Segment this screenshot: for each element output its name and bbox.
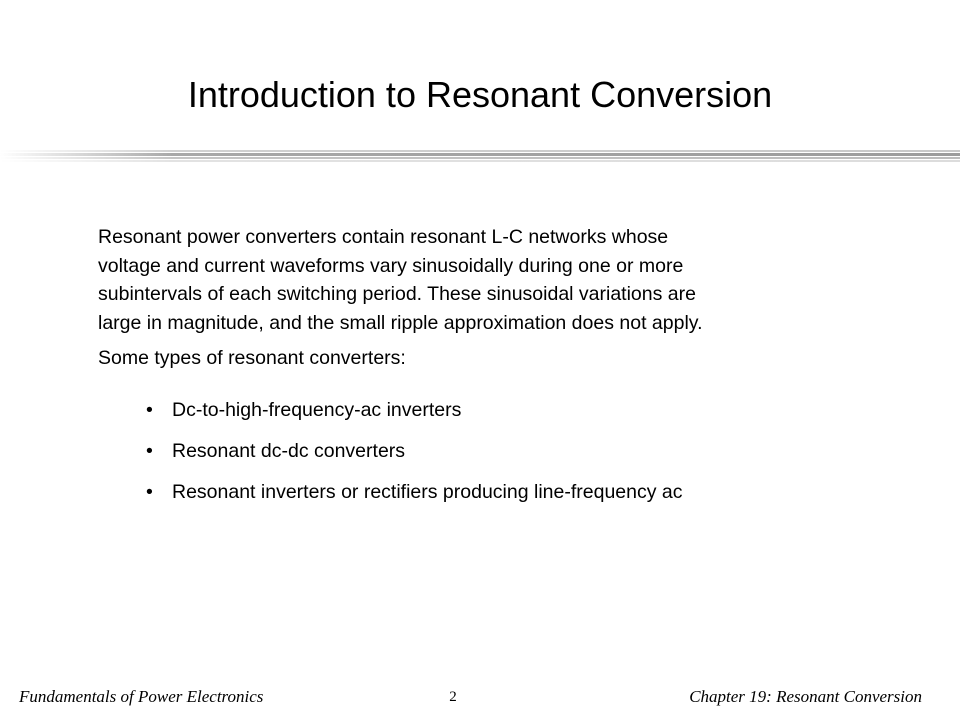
- intro-line: large in magnitude, and the small ripple approximation does not apply.: [98, 311, 703, 334]
- bullet-icon: •: [146, 440, 153, 462]
- intro-line: Resonant power converters contain resonant L-C networks whose: [98, 226, 669, 248]
- title-divider-band: [0, 160, 960, 162]
- footer-chapter: Chapter 19: Resonant Conversion: [689, 687, 922, 706]
- title-divider-band: [0, 157, 960, 159]
- intro-line: subintervals of each switching period. These sinusoidal variations are: [98, 283, 696, 305]
- list-item-text: Resonant inverters or rectifiers producing line-frequency ac: [172, 481, 683, 503]
- list-item: [146, 437, 886, 465]
- slide-title: Introduction to Resonant Conversion: [187, 74, 773, 115]
- types-heading: Some types of resonant converters:: [98, 347, 406, 369]
- list-item-text: Dc-to-high-frequency-ac inverters: [172, 399, 462, 421]
- bullet-icon: •: [146, 481, 153, 503]
- list-item: [146, 478, 886, 506]
- intro-paragraph: [98, 223, 878, 337]
- converter-types-list: [146, 396, 886, 519]
- intro-line: voltage and current waveforms vary sinusoidally during one or more: [98, 254, 684, 277]
- footer-page-number: 2: [449, 689, 457, 705]
- title-divider: [0, 150, 960, 164]
- list-item-text: Resonant dc-dc converters: [172, 440, 406, 462]
- slide-body: [98, 223, 878, 373]
- list-item: [146, 396, 886, 424]
- title-divider-band: [0, 150, 960, 152]
- footer-book-title: Fundamentals of Power Electronics: [19, 687, 264, 706]
- title-divider-band: [0, 153, 960, 156]
- bullet-icon: •: [146, 399, 153, 421]
